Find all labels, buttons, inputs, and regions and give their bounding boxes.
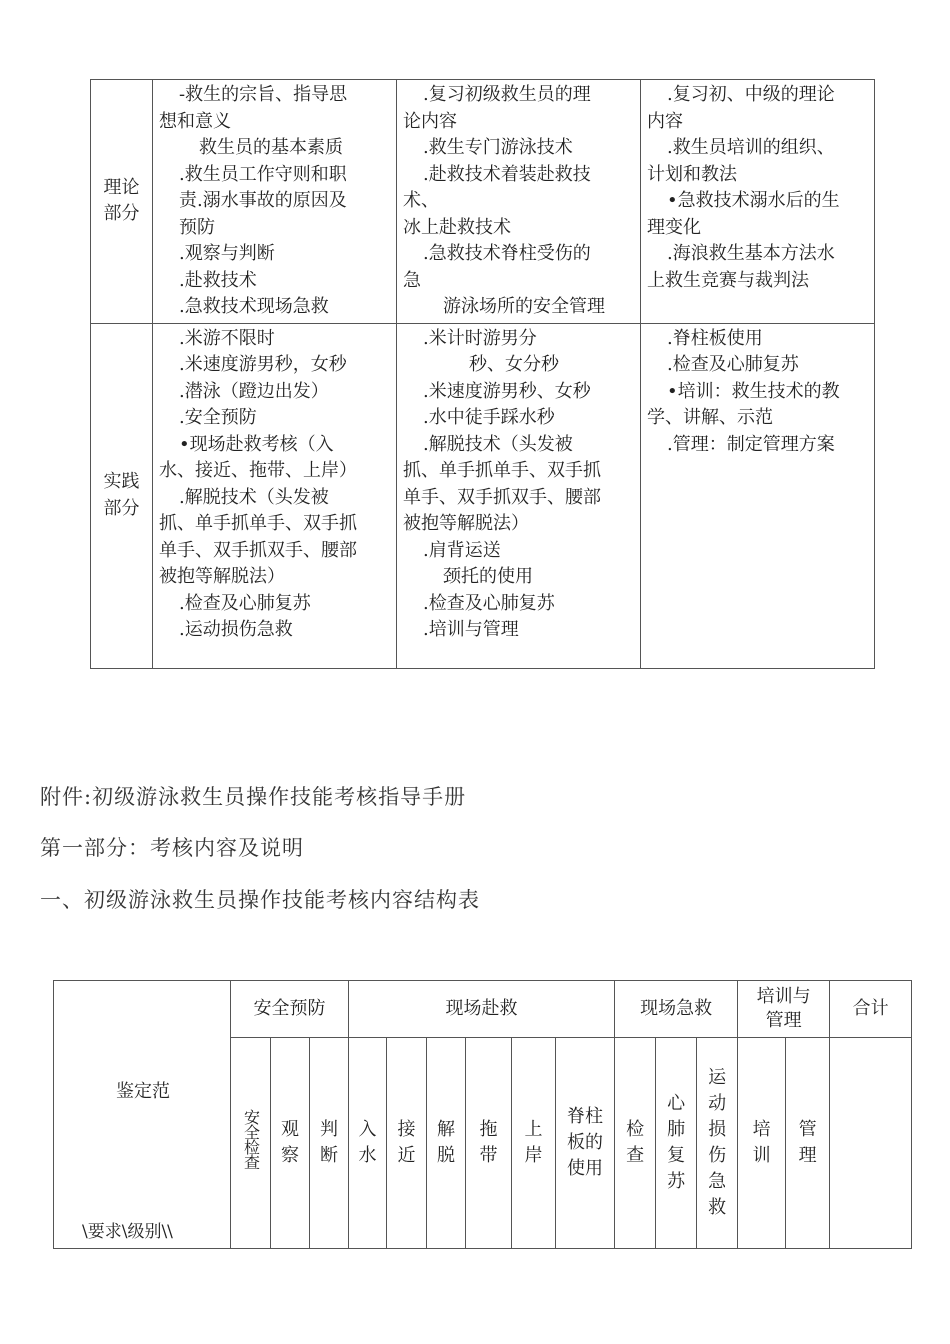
practice-intermediate-cell: .米计时游男分 秒、女分秒 .米速度游男秒、女秒 .水中徒手踩水秒 .解脱技术（头发被 抓、单手抓单手、双手抓 单手、双手抓双手、腰部 被抱等解脱法） .肩背运送 颈托的使用 .检查及心肺复苏 .培训与管理 [397,323,641,668]
sub-training: 培训 [738,1038,786,1249]
attachment-heading: 附件:初级游泳救生员操作技能考核指导手册 [40,785,467,809]
theory-senior-cell: .复习初、中级的理论 内容 .救生员培训的组织、 计划和教法 •急救技术溺水后的生 理变化 .海浪救生基本方法水 上救生竞赛与裁判法 [641,80,875,324]
group-rescue: 现场赴救 [349,981,615,1038]
sub-check: 检查 [615,1038,656,1249]
practice-row [91,323,875,668]
part1-heading: 第一部分：考核内容及说明 [40,836,304,860]
sub-observe: 观察 [271,1038,310,1249]
sub-approach: 接近 [387,1038,427,1249]
sub-enter-water: 入水 [349,1038,387,1249]
theory-junior-cell: -救生的宗旨、指导思 想和意义 救生员的基本素质 .救生员工作守则和职 责.溺水事故的原因及 预防 .观察与判断 .赴救技术 .急救技术现场急救 [153,80,397,324]
sub-tow: 拖带 [466,1038,512,1249]
sub-safety-check: 安全检查 [231,1038,271,1249]
sub-management: 管理 [786,1038,830,1249]
group-training: 培训与管理 [738,981,830,1038]
theory-row [91,80,875,324]
group-total: 合计 [830,981,912,1038]
sub-judge: 判断 [310,1038,349,1249]
group-safety: 安全预防 [231,981,349,1038]
group-first-aid: 现场急救 [615,981,738,1038]
assessment-structure-table [53,980,912,1249]
practice-senior-cell: .脊柱板使用 .检查及心肺复苏 •培训：救生技术的教 学、讲解、示范 .管理：制定管理方案 [641,323,875,668]
theory-intermediate-cell: .复习初级救生员的理 论内容 .救生专门游泳技术 .赴救技术着装赴救技 术、 冰上赴救技术 .急救技术脊柱受伤的 急 游泳场所的安全管理 [397,80,641,324]
sub-land: 上岸 [512,1038,556,1249]
section1-heading: 一、初级游泳救生员操作技能考核内容结构表 [40,888,480,912]
sub-spine-board: 脊柱板的使用 [556,1038,615,1249]
sub-cpr: 心肺复苏 [656,1038,697,1249]
training-content-table [90,79,875,669]
sub-release: 解脱 [427,1038,466,1249]
total-cell [830,1038,912,1249]
corner-header-cell: 鉴定范 \要求\级别\\ [54,981,231,1249]
practice-junior-cell: .米游不限时 .米速度游男秒，女秒 .潜泳（蹬边出发） .安全预防 •现场赴救考核（入 水、接近、拖带、上岸） .解脱技术（头发被 抓、单手抓单手、双手抓 单手、双手抓双手、腰部 被抱等解脱法） .检查及心肺复苏 .运动损伤急救 [153,323,397,668]
theory-label: 理论 部分 [91,80,153,324]
sub-sports-injury: 运动损伤急救 [697,1038,738,1249]
practice-label: 实践 部分 [91,323,153,668]
